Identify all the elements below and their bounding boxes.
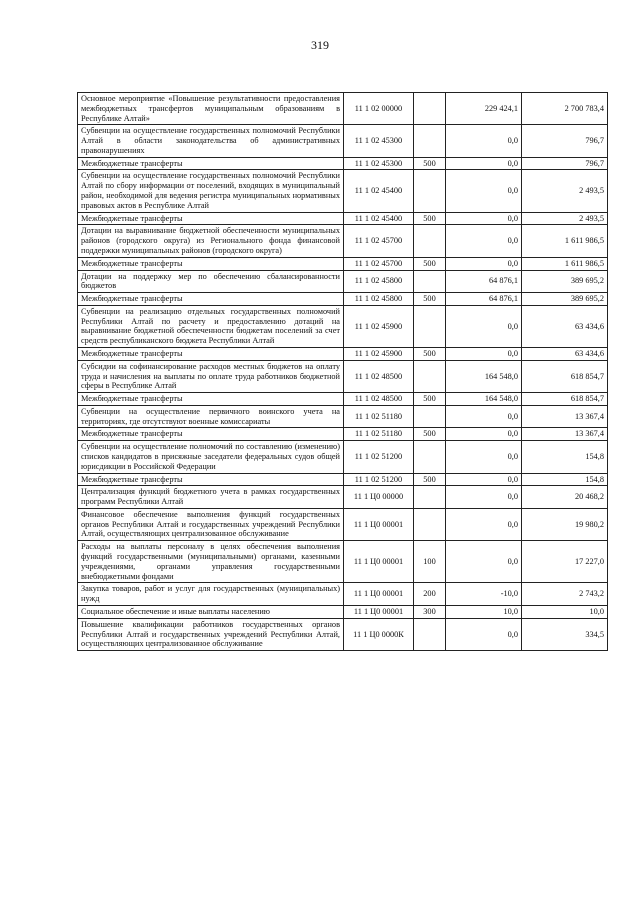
row-total-amount-cell: 13 367,4 [522, 428, 608, 441]
row-code-cell: 11 1 Ц0 00001 [344, 605, 414, 618]
row-expense-type-cell [414, 125, 446, 157]
row-change-amount-cell: 0,0 [446, 405, 522, 428]
row-code-cell: 11 1 02 51180 [344, 405, 414, 428]
table-row [78, 618, 608, 650]
row-code-cell: 11 1 02 51180 [344, 428, 414, 441]
row-total-amount-cell: 63 434,6 [522, 347, 608, 360]
row-change-amount-cell: 64 876,1 [446, 293, 522, 306]
row-change-amount-cell: 10,0 [446, 605, 522, 618]
row-total-amount-cell: 2 700 783,4 [522, 93, 608, 125]
row-change-amount-cell: 0,0 [446, 473, 522, 486]
row-total-amount-cell: 20 468,2 [522, 486, 608, 509]
table-row [78, 347, 608, 360]
row-total-amount-cell: 2 743,2 [522, 583, 608, 606]
row-change-amount-cell: 0,0 [446, 428, 522, 441]
row-name-cell: Субвенции на осуществление государственных полномочий Республики Алтай по сбору информации от поселений, входящих в муниципальный район, необходимой для ведения регистра муниципальных нормативных правовых актов в Республике Алтай [78, 170, 344, 212]
table-row [78, 212, 608, 225]
row-change-amount-cell: 0,0 [446, 125, 522, 157]
row-expense-type-cell: 500 [414, 347, 446, 360]
row-change-amount-cell: 0,0 [446, 486, 522, 509]
table-row [78, 541, 608, 583]
row-code-cell: 11 1 02 51200 [344, 473, 414, 486]
row-code-cell: 11 1 02 45900 [344, 305, 414, 347]
table-row [78, 583, 608, 606]
row-name-cell: Межбюджетные трансферты [78, 393, 344, 406]
row-total-amount-cell: 389 695,2 [522, 270, 608, 293]
row-change-amount-cell: 0,0 [446, 225, 522, 257]
row-name-cell: Расходы на выплаты персоналу в целях обеспечения выполнения функций государственными (муниципальными) органами, казенными учреждениями, органами управления государственными внебюджетными фондами [78, 541, 344, 583]
row-expense-type-cell [414, 360, 446, 392]
table-row [78, 225, 608, 257]
row-expense-type-cell: 500 [414, 157, 446, 170]
page-number: 319 [311, 38, 329, 52]
row-expense-type-cell [414, 270, 446, 293]
row-name-cell: Централизация функций бюджетного учета в рамках государственных программ Республики Алтай [78, 486, 344, 509]
table-row [78, 257, 608, 270]
budget-table [77, 92, 608, 651]
row-code-cell: 11 1 02 45300 [344, 125, 414, 157]
row-name-cell: Субвенции на осуществление полномочий по составлению (изменению) списков кандидатов в присяжные заседатели федеральных судов общей юрисдикции в Российской Федерации [78, 441, 344, 473]
row-expense-type-cell: 500 [414, 293, 446, 306]
table-row [78, 508, 608, 540]
row-expense-type-cell [414, 93, 446, 125]
row-expense-type-cell [414, 441, 446, 473]
row-code-cell: 11 1 02 45400 [344, 212, 414, 225]
row-code-cell: 11 1 02 45300 [344, 157, 414, 170]
row-total-amount-cell: 1 611 986,5 [522, 257, 608, 270]
row-expense-type-cell: 500 [414, 257, 446, 270]
row-expense-type-cell: 500 [414, 473, 446, 486]
table-row [78, 293, 608, 306]
row-change-amount-cell: 164 548,0 [446, 393, 522, 406]
table-row [78, 486, 608, 509]
row-code-cell: 11 1 02 51200 [344, 441, 414, 473]
row-change-amount-cell: 229 424,1 [446, 93, 522, 125]
row-change-amount-cell: -10,0 [446, 583, 522, 606]
table-row [78, 360, 608, 392]
row-expense-type-cell [414, 618, 446, 650]
row-total-amount-cell: 2 493,5 [522, 170, 608, 212]
table-row [78, 428, 608, 441]
table-row [78, 270, 608, 293]
row-name-cell: Межбюджетные трансферты [78, 212, 344, 225]
row-change-amount-cell: 0,0 [446, 170, 522, 212]
row-name-cell: Межбюджетные трансферты [78, 347, 344, 360]
row-name-cell: Межбюджетные трансферты [78, 473, 344, 486]
row-code-cell: 11 1 Ц0 0000К [344, 618, 414, 650]
row-expense-type-cell: 100 [414, 541, 446, 583]
row-total-amount-cell: 2 493,5 [522, 212, 608, 225]
table-row [78, 605, 608, 618]
row-change-amount-cell: 0,0 [446, 618, 522, 650]
row-code-cell: 11 1 02 45800 [344, 293, 414, 306]
row-code-cell: 11 1 02 45800 [344, 270, 414, 293]
row-name-cell: Закупка товаров, работ и услуг для государственных (муниципальных) нужд [78, 583, 344, 606]
row-total-amount-cell: 13 367,4 [522, 405, 608, 428]
row-expense-type-cell [414, 486, 446, 509]
row-total-amount-cell: 389 695,2 [522, 293, 608, 306]
table-row [78, 157, 608, 170]
row-code-cell: 11 1 02 45400 [344, 170, 414, 212]
row-name-cell: Межбюджетные трансферты [78, 293, 344, 306]
row-expense-type-cell: 500 [414, 428, 446, 441]
table-row [78, 473, 608, 486]
row-name-cell: Повышение квалификации работников государственных органов Республики Алтай и государственных учреждений Республики Алтай, осуществляющих централизованное обслуживание [78, 618, 344, 650]
row-change-amount-cell: 0,0 [446, 541, 522, 583]
row-change-amount-cell: 0,0 [446, 257, 522, 270]
row-expense-type-cell: 200 [414, 583, 446, 606]
row-expense-type-cell: 500 [414, 393, 446, 406]
row-change-amount-cell: 0,0 [446, 305, 522, 347]
row-expense-type-cell [414, 508, 446, 540]
table-row [78, 305, 608, 347]
table-row [78, 393, 608, 406]
row-name-cell: Межбюджетные трансферты [78, 428, 344, 441]
row-change-amount-cell: 0,0 [446, 157, 522, 170]
row-code-cell: 11 1 02 00000 [344, 93, 414, 125]
row-total-amount-cell: 796,7 [522, 125, 608, 157]
row-total-amount-cell: 618 854,7 [522, 360, 608, 392]
row-expense-type-cell [414, 170, 446, 212]
row-total-amount-cell: 618 854,7 [522, 393, 608, 406]
table-row [78, 441, 608, 473]
row-name-cell: Субвенции на осуществление первичного воинского учета на территориях, где отсутствуют военные комиссариаты [78, 405, 344, 428]
row-name-cell: Субвенции на осуществление государственных полномочий Республики Алтай в области законодательства об административных правонарушениях [78, 125, 344, 157]
row-name-cell: Основное мероприятие «Повышение результативности предоставления межбюджетных трансфертов муниципальным образованиям в Республике Алтай» [78, 93, 344, 125]
row-code-cell: 11 1 02 48500 [344, 360, 414, 392]
row-total-amount-cell: 10,0 [522, 605, 608, 618]
row-code-cell: 11 1 02 45700 [344, 257, 414, 270]
row-total-amount-cell: 796,7 [522, 157, 608, 170]
row-name-cell: Дотации на выравнивание бюджетной обеспеченности муниципальных районов (городского округа) из Регионального фонда финансовой поддержки муниципальных районов (городского округа) [78, 225, 344, 257]
row-total-amount-cell: 334,5 [522, 618, 608, 650]
row-total-amount-cell: 63 434,6 [522, 305, 608, 347]
row-total-amount-cell: 19 980,2 [522, 508, 608, 540]
row-change-amount-cell: 0,0 [446, 212, 522, 225]
row-code-cell: 11 1 02 45900 [344, 347, 414, 360]
row-change-amount-cell: 164 548,0 [446, 360, 522, 392]
row-code-cell: 11 1 02 48500 [344, 393, 414, 406]
row-expense-type-cell [414, 225, 446, 257]
row-change-amount-cell: 0,0 [446, 441, 522, 473]
row-expense-type-cell: 500 [414, 212, 446, 225]
row-total-amount-cell: 154,8 [522, 473, 608, 486]
row-name-cell: Социальное обеспечение и иные выплаты населению [78, 605, 344, 618]
row-change-amount-cell: 64 876,1 [446, 270, 522, 293]
table-row [78, 170, 608, 212]
row-code-cell: 11 1 02 45700 [344, 225, 414, 257]
table-body [78, 93, 608, 651]
table-row [78, 93, 608, 125]
row-name-cell: Межбюджетные трансферты [78, 257, 344, 270]
row-change-amount-cell: 0,0 [446, 508, 522, 540]
row-expense-type-cell [414, 305, 446, 347]
table-row [78, 405, 608, 428]
row-code-cell: 11 1 Ц0 00001 [344, 583, 414, 606]
row-total-amount-cell: 17 227,0 [522, 541, 608, 583]
row-total-amount-cell: 1 611 986,5 [522, 225, 608, 257]
row-code-cell: 11 1 Ц0 00001 [344, 541, 414, 583]
table-row [78, 125, 608, 157]
row-name-cell: Субсидии на софинансирование расходов местных бюджетов на оплату труда и начисления на выплаты по оплате труда работников бюджетной сферы в Республике Алтай [78, 360, 344, 392]
row-name-cell: Финансовое обеспечение выполнения функций государственных органов Республики Алтай и государственных учреждений Республики Алтай, осуществляющих централизованное обслуживание [78, 508, 344, 540]
row-expense-type-cell: 300 [414, 605, 446, 618]
row-code-cell: 11 1 Ц0 00001 [344, 508, 414, 540]
row-change-amount-cell: 0,0 [446, 347, 522, 360]
row-total-amount-cell: 154,8 [522, 441, 608, 473]
row-expense-type-cell [414, 405, 446, 428]
row-name-cell: Дотации на поддержку мер по обеспечению сбалансированности бюджетов [78, 270, 344, 293]
row-name-cell: Субвенции на реализацию отдельных государственных полномочий Республики Алтай по расчету и предоставлению дотаций на выравнивание бюджетной обеспеченности бюджетам поселений за счет средств республиканского бюджета Республики Алтай [78, 305, 344, 347]
row-name-cell: Межбюджетные трансферты [78, 157, 344, 170]
row-code-cell: 11 1 Ц0 00000 [344, 486, 414, 509]
